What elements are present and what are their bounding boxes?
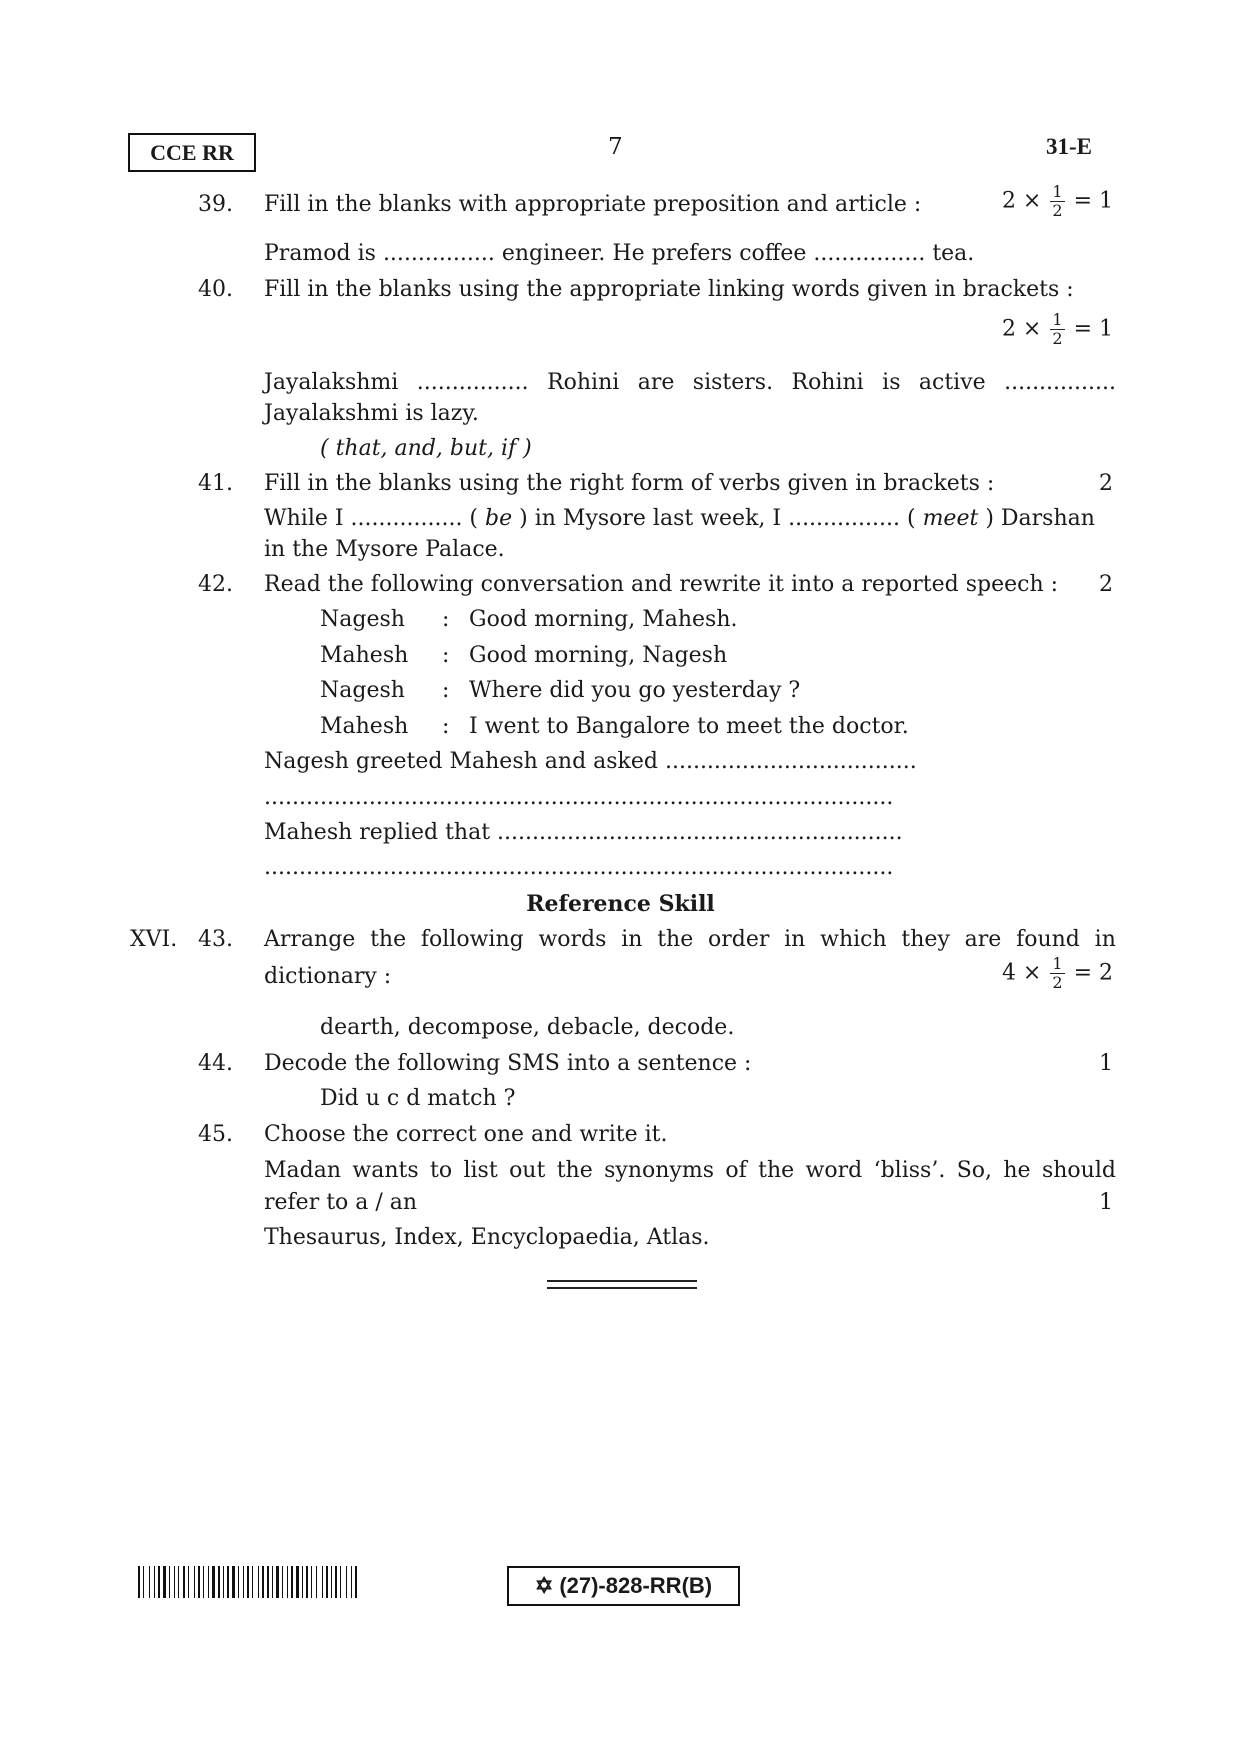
answer-dots: ..........................................................................................	[264, 785, 894, 810]
star-of-david-icon: ✡	[534, 1573, 554, 1598]
word: active	[918, 370, 986, 395]
dialogue-line: Where did you go yesterday ?	[469, 678, 801, 703]
barcode-bar	[158, 1566, 160, 1598]
barcode-bar	[232, 1566, 235, 1598]
section-title: Reference Skill	[526, 891, 715, 917]
text-part: ) Darshan	[985, 506, 1095, 531]
barcode-bar	[205, 1566, 207, 1598]
barcode-bar	[223, 1566, 224, 1598]
barcode-bar	[289, 1566, 290, 1598]
fraction-den: 2	[1052, 329, 1063, 348]
dialogue-colon: :	[442, 714, 450, 739]
page-number: 7	[608, 134, 623, 160]
barcode-bar	[267, 1566, 269, 1598]
word: following	[420, 927, 524, 952]
question-line	[264, 506, 1095, 531]
barcode-bar	[245, 1566, 246, 1598]
word-options: ( that, and, but, if )	[320, 436, 532, 461]
dialogue-speaker: Mahesh	[320, 714, 409, 739]
barcode-bar	[183, 1566, 185, 1598]
barcode-bar	[338, 1566, 339, 1598]
word: ‘bliss’.	[873, 1158, 946, 1183]
barcode-bar	[145, 1566, 148, 1598]
barcode-bar	[346, 1566, 347, 1598]
barcode-bar	[284, 1566, 286, 1598]
barcode-bar	[178, 1566, 179, 1598]
fraction	[1050, 311, 1064, 348]
barcode	[138, 1566, 394, 1598]
fraction-num: 1	[1052, 954, 1063, 973]
marks	[1002, 955, 1113, 992]
word: Madan	[264, 1158, 342, 1183]
barcode-bar	[333, 1566, 334, 1598]
word: order	[707, 927, 770, 952]
question-number: 39.	[198, 192, 233, 217]
barcode-bar	[143, 1566, 144, 1598]
word: wants	[352, 1158, 419, 1183]
barcode-bar	[306, 1566, 308, 1598]
marks-mult: 2 ×	[1001, 188, 1042, 214]
barcode-bar	[316, 1566, 317, 1598]
dialogue-colon: :	[442, 607, 450, 632]
barcode-bar	[294, 1566, 295, 1598]
question-text: Fill in the blanks using the appropriate linking words given in brackets :	[264, 277, 1074, 302]
question-number: 44.	[198, 1051, 233, 1076]
barcode-bar	[318, 1566, 321, 1598]
verb-meet: meet	[922, 506, 979, 531]
question-text-justified	[264, 927, 1116, 952]
word: So,	[956, 1158, 993, 1183]
word: in	[784, 927, 806, 952]
question-number: 40.	[198, 277, 233, 302]
barcode-bar	[291, 1566, 293, 1598]
word: Arrange	[264, 927, 356, 952]
barcode-bar	[342, 1566, 345, 1598]
dialogue-speaker: Nagesh	[320, 678, 405, 703]
word: out	[509, 1158, 546, 1183]
fraction-den: 2	[1052, 973, 1063, 992]
barcode-bar	[322, 1566, 323, 1598]
word: synonyms	[604, 1158, 714, 1183]
paper-code: 31-E	[1046, 134, 1092, 159]
barcode-bar	[161, 1566, 162, 1598]
barcode-bar	[210, 1566, 211, 1598]
question-text: Choose the correct one and write it.	[264, 1122, 668, 1147]
word: which	[820, 927, 887, 952]
barcode-bar	[329, 1566, 330, 1598]
barcode-bar	[335, 1566, 337, 1598]
barcode-bar	[300, 1566, 301, 1598]
question-number: 42.	[198, 572, 233, 597]
options-list: Thesaurus, Index, Encyclopaedia, Atlas.	[264, 1225, 710, 1250]
marks-result: = 2	[1073, 960, 1113, 986]
marks: 2	[1099, 471, 1113, 496]
barcode-bar	[156, 1566, 157, 1598]
barcode-bar	[282, 1566, 283, 1598]
word: to	[430, 1158, 453, 1183]
barcode-bar	[190, 1566, 193, 1598]
barcode-bar	[348, 1566, 350, 1598]
paper-code-box	[128, 133, 256, 172]
barcode-bar	[340, 1566, 341, 1598]
question-line-justified	[264, 370, 1116, 395]
barcode-bar	[265, 1566, 266, 1598]
fraction-num: 1	[1052, 310, 1063, 329]
word: the	[657, 927, 694, 952]
barcode-bar	[252, 1566, 253, 1598]
barcode-bar	[274, 1566, 275, 1598]
question-text: Fill in the blanks using the right form of verbs given in brackets :	[264, 471, 995, 496]
barcode-bar	[216, 1566, 217, 1598]
end-double-rule	[547, 1280, 697, 1289]
barcode-bar	[203, 1566, 204, 1598]
barcode-bar	[313, 1566, 315, 1598]
barcode-bar	[243, 1566, 244, 1598]
marks	[1002, 183, 1113, 220]
word: in	[1094, 927, 1116, 952]
word: the	[556, 1158, 593, 1183]
question-text: Decode the following SMS into a sentence :	[264, 1051, 752, 1076]
sms-text: Did u c d match ?	[320, 1086, 516, 1111]
barcode-bar	[260, 1566, 261, 1598]
question-line: refer to a / an	[264, 1190, 418, 1215]
barcode-bar	[230, 1566, 231, 1598]
question-text: dictionary :	[264, 964, 392, 989]
word: the	[758, 1158, 795, 1183]
barcode-bar	[167, 1566, 168, 1598]
serial-code-box	[507, 1566, 740, 1606]
word: found	[1016, 927, 1080, 952]
dialogue-line: I went to Bangalore to meet the doctor.	[469, 714, 909, 739]
marks-result: = 1	[1073, 316, 1113, 342]
question-line: Jayalakshmi is lazy.	[264, 401, 479, 426]
marks-mult: 4 ×	[1001, 960, 1042, 986]
barcode-bar	[169, 1566, 170, 1598]
barcode-bar	[240, 1566, 242, 1598]
word: Rohini	[791, 370, 864, 395]
barcode-bar	[212, 1566, 215, 1598]
word: they	[901, 927, 950, 952]
barcode-bar	[149, 1566, 150, 1598]
dialogue-speaker: Mahesh	[320, 643, 409, 668]
word: are	[964, 927, 1002, 952]
word: the	[370, 927, 407, 952]
barcode-bar	[272, 1566, 273, 1598]
dialogue-line: Good morning, Mahesh.	[469, 607, 738, 632]
barcode-bar	[208, 1566, 209, 1598]
question-number: 43.	[198, 927, 233, 952]
word: in	[621, 927, 643, 952]
marks-result: = 1	[1073, 188, 1113, 214]
barcode-bar	[238, 1566, 239, 1598]
word: is	[882, 370, 901, 395]
word: list	[463, 1158, 498, 1183]
barcode-bar	[196, 1566, 197, 1598]
dialogue-colon: :	[442, 643, 450, 668]
barcode-bar	[296, 1566, 299, 1598]
word: should	[1041, 1158, 1116, 1183]
word: sisters.	[692, 370, 774, 395]
barcode-bar	[326, 1566, 328, 1598]
dialogue-colon: :	[442, 678, 450, 703]
dialogue-speaker: Nagesh	[320, 607, 405, 632]
barcode-bar	[141, 1566, 142, 1598]
word: he	[1003, 1158, 1031, 1183]
barcode-bar	[304, 1566, 305, 1598]
barcode-bar	[355, 1566, 357, 1598]
barcode-bar	[331, 1566, 332, 1598]
barcode-bar	[180, 1566, 182, 1598]
section-number: XVI.	[130, 927, 178, 952]
barcode-bar	[311, 1566, 312, 1598]
text-part: ) in Mysore last week, I ................ (	[519, 506, 916, 531]
barcode-bar	[194, 1566, 195, 1598]
question-line: in the Mysore Palace.	[264, 537, 505, 562]
word: of	[725, 1158, 747, 1183]
word: Rohini	[547, 370, 620, 395]
word: word	[805, 1158, 863, 1183]
barcode-bar	[227, 1566, 229, 1598]
barcode-bar	[138, 1566, 140, 1598]
marks: 2	[1099, 572, 1113, 597]
barcode-bar	[174, 1566, 175, 1598]
barcode-bar	[171, 1566, 173, 1598]
barcode-bar	[353, 1566, 354, 1598]
barcode-bar	[225, 1566, 226, 1598]
barcode-bar	[280, 1566, 281, 1598]
fraction	[1050, 955, 1064, 992]
barcode-bar	[270, 1566, 271, 1598]
barcode-bar	[188, 1566, 189, 1598]
barcode-bar	[163, 1566, 166, 1598]
barcode-bar	[176, 1566, 177, 1598]
word-list: dearth, decompose, debacle, decode.	[320, 1015, 735, 1040]
word: Jayalakshmi	[264, 370, 399, 395]
barcode-bar	[302, 1566, 303, 1598]
word: are	[637, 370, 675, 395]
marks-mult: 2 ×	[1001, 316, 1042, 342]
barcode-bar	[351, 1566, 352, 1598]
barcode-bar	[276, 1566, 279, 1598]
barcode-bar	[151, 1566, 153, 1598]
question-line: Pramod is ................ engineer. He prefers coffee ................ tea.	[264, 241, 975, 266]
barcode-bar	[324, 1566, 325, 1598]
barcode-bar	[236, 1566, 237, 1598]
question-line-justified	[264, 1158, 1116, 1183]
answer-dots: ..........................................................................................	[264, 855, 894, 880]
question-number: 41.	[198, 471, 233, 496]
dialogue-line: Good morning, Nagesh	[469, 643, 728, 668]
fraction-den: 2	[1052, 201, 1063, 220]
word: words	[538, 927, 607, 952]
word: ................	[416, 370, 529, 395]
barcode-bar	[262, 1566, 264, 1598]
text-part: While I ................ (	[264, 506, 479, 531]
barcode-bar	[254, 1566, 257, 1598]
serial-code: (27)-828-RR(B)	[559, 1573, 713, 1598]
barcode-bar	[218, 1566, 220, 1598]
barcode-bar	[309, 1566, 310, 1598]
barcode-bar	[258, 1566, 259, 1598]
verb-be: be	[485, 506, 513, 531]
barcode-bar	[186, 1566, 187, 1598]
fraction-num: 1	[1052, 182, 1063, 201]
question-text: Read the following conversation and rewrite it into a reported speech :	[264, 572, 1059, 597]
fraction	[1050, 183, 1064, 220]
answer-line: Mahesh replied that ..........................................................	[264, 820, 903, 845]
barcode-bar	[221, 1566, 222, 1598]
barcode-bar	[250, 1566, 251, 1598]
barcode-bar	[198, 1566, 200, 1598]
marks: 1	[1099, 1051, 1113, 1076]
question-text: Fill in the blanks with appropriate preposition and article :	[264, 192, 922, 217]
barcode-bar	[247, 1566, 249, 1598]
word: ................	[1004, 370, 1116, 395]
marks	[1002, 311, 1113, 348]
answer-line: Nagesh greeted Mahesh and asked ....................................	[264, 749, 917, 774]
barcode-bar	[154, 1566, 155, 1598]
code-label: CCE RR	[150, 139, 234, 165]
question-number: 45.	[198, 1122, 233, 1147]
marks: 1	[1099, 1190, 1113, 1215]
barcode-bar	[201, 1566, 202, 1598]
barcode-bar	[287, 1566, 288, 1598]
